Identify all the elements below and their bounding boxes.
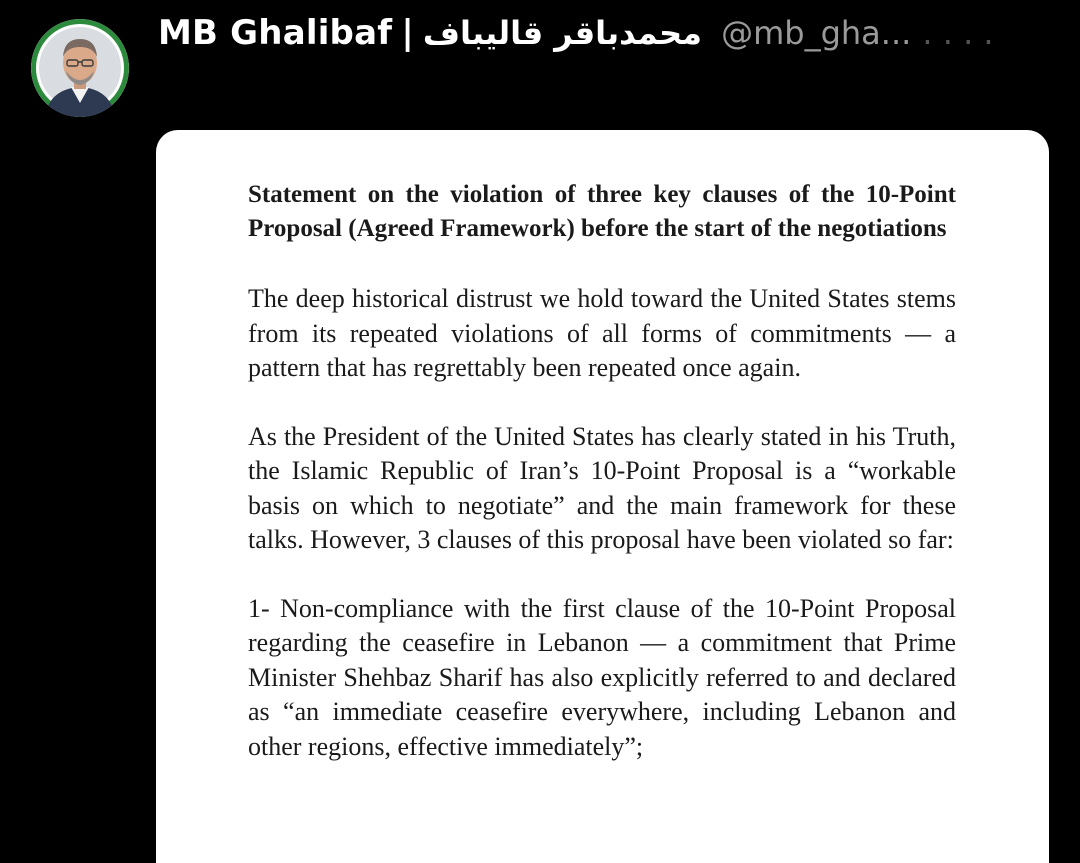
document-paragraph: As the President of the United States has clearly stated in his Truth, the Islamic Republic of Iran’s 10-Point Proposal is a “workable basis on which to negotiate” and the main framework for these talks. However, 3 clauses of this proposal have been violated so far: (248, 421, 956, 554)
name-separator: | (401, 13, 414, 53)
document-body (248, 178, 956, 798)
display-name-fa[interactable]: محمدباقر قالیباف (422, 14, 702, 52)
attached-document-image[interactable] (156, 130, 1049, 863)
document-paragraph: The deep historical distrust we hold toward the United States stems from its repeated violations of all forms of commitments — a pattern that has regrettably been repeated once again. (248, 284, 956, 382)
profile-photo (31, 19, 129, 117)
tweet-header (158, 13, 1068, 63)
more-dots: . . . . (922, 14, 994, 52)
document-title: Statement on the violation of three key clauses of the 10-Point Proposal (Agreed Framework) before the start of the negotiations (248, 181, 956, 242)
user-handle[interactable]: @mb_gha... (721, 14, 912, 52)
document-paragraph: 1- Non-compliance with the first clause of the 10-Point Proposal regarding the ceasefire in Lebanon — a commitment that Prime Minister Shehbaz Sharif has also explicitly referred to and declared as “an immediate ceasefire everywhere, including Lebanon and other regions, effective immediately”; (248, 593, 956, 761)
display-name[interactable]: MB Ghalibaf (158, 13, 393, 53)
avatar[interactable] (31, 19, 129, 117)
